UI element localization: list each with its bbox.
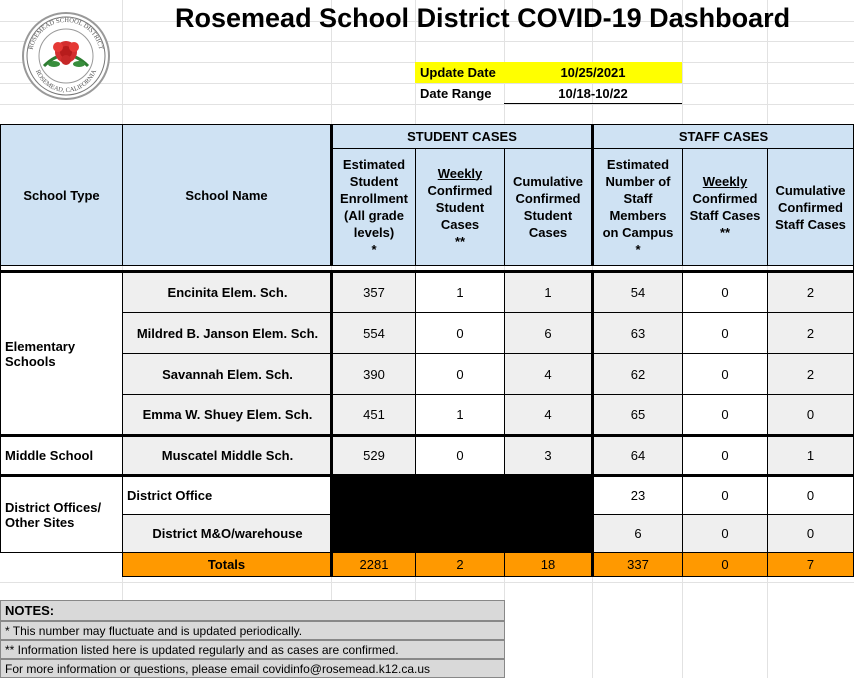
cell-staff-weekly: 0 <box>683 476 768 515</box>
cell-staff-count: 23 <box>593 476 683 515</box>
cell-staff-cumulative: 2 <box>768 354 854 395</box>
total-student-weekly: 2 <box>416 553 505 577</box>
school-name: Mildred B. Janson Elem. Sch. <box>123 313 332 354</box>
date-range-label: Date Range <box>420 86 492 101</box>
note-line-2: ** Information listed here is updated regularly and as cases are confirmed. <box>0 640 505 659</box>
table-row <box>1 313 854 354</box>
header-staff-count: Estimated Number of Staff Members on Campus * <box>593 149 683 266</box>
cell-student-cumulative: 1 <box>505 272 593 313</box>
cell-staff-cumulative: 0 <box>768 515 854 553</box>
cell-staff-weekly: 0 <box>683 313 768 354</box>
logo-text-top: ROSEMEAD SCHOOL DISTRICT <box>27 16 105 51</box>
redacted-student-cells <box>332 476 593 553</box>
table-row <box>1 395 854 436</box>
cell-staff-cumulative: 1 <box>768 436 854 476</box>
cell-staff-count: 63 <box>593 313 683 354</box>
covid-dashboard-table <box>0 124 854 577</box>
cell-enrollment: 451 <box>332 395 416 436</box>
cell-staff-cumulative: 2 <box>768 313 854 354</box>
logo-ring-text <box>24 14 108 98</box>
table-row <box>1 272 854 313</box>
note-line-1: * This number may fluctuate and is updated periodically. <box>0 621 505 640</box>
cell-staff-count: 6 <box>593 515 683 553</box>
cell-staff-weekly: 0 <box>683 395 768 436</box>
total-staff-weekly: 0 <box>683 553 768 577</box>
cell-enrollment: 390 <box>332 354 416 395</box>
cell-enrollment: 529 <box>332 436 416 476</box>
group-elementary: Elementary Schools <box>1 272 123 436</box>
table-row <box>1 354 854 395</box>
group-middle: Middle School <box>1 436 123 476</box>
cell-staff-count: 54 <box>593 272 683 313</box>
header-staff-weekly: Weekly Confirmed Staff Cases ** <box>683 149 768 266</box>
cell-student-cumulative: 3 <box>505 436 593 476</box>
header-student-enrollment: Estimated Student Enrollment (All grade levels) * <box>332 149 416 266</box>
table-row <box>1 476 854 515</box>
cell-student-weekly: 0 <box>416 313 505 354</box>
cell-staff-cumulative: 0 <box>768 476 854 515</box>
note-line-3: For more information or questions, please email covidinfo@rosemead.k12.ca.us <box>0 659 505 678</box>
svg-text:ROSEMEAD SCHOOL DISTRICT <box>28 17 105 50</box>
school-name: Muscatel Middle Sch. <box>123 436 332 476</box>
header-student-cases: STUDENT CASES <box>332 125 593 149</box>
cell-student-weekly: 1 <box>416 272 505 313</box>
logo-text-bottom: ROSEMEAD, CALIFORNIA <box>33 68 99 95</box>
school-name: Savannah Elem. Sch. <box>123 354 332 395</box>
cell-enrollment: 357 <box>332 272 416 313</box>
header-staff-cases: STAFF CASES <box>593 125 854 149</box>
totals-row <box>1 553 854 577</box>
header-student-weekly: Weekly Confirmed Student Cases ** <box>416 149 505 266</box>
school-name: Emma W. Shuey Elem. Sch. <box>123 395 332 436</box>
cell-student-weekly: 0 <box>416 436 505 476</box>
header-school-type: School Type <box>1 125 123 266</box>
school-name: District Office <box>123 476 332 515</box>
cell-staff-cumulative: 0 <box>768 395 854 436</box>
cell-student-cumulative: 6 <box>505 313 593 354</box>
school-name: Encinita Elem. Sch. <box>123 272 332 313</box>
totals-label: Totals <box>123 553 332 577</box>
cell-staff-cumulative: 2 <box>768 272 854 313</box>
total-enrollment: 2281 <box>332 553 416 577</box>
cell-staff-count: 62 <box>593 354 683 395</box>
cell-staff-weekly: 0 <box>683 436 768 476</box>
cell-student-weekly: 1 <box>416 395 505 436</box>
total-staff-count: 337 <box>593 553 683 577</box>
cell-staff-count: 65 <box>593 395 683 436</box>
date-range-value: 10/18-10/22 <box>504 83 682 104</box>
notes-heading: NOTES: <box>0 600 505 621</box>
cell-enrollment: 554 <box>332 313 416 354</box>
cell-staff-count: 64 <box>593 436 683 476</box>
svg-text:ROSEMEAD, CALIFORNIA <box>34 68 98 94</box>
school-name: District M&O/warehouse <box>123 515 332 553</box>
cell-staff-weekly: 0 <box>683 515 768 553</box>
group-district: District Offices/ Other Sites <box>1 476 123 553</box>
district-logo <box>22 12 110 100</box>
header-staff-cumulative: Cumulative Confirmed Staff Cases <box>768 149 854 266</box>
cell-staff-weekly: 0 <box>683 272 768 313</box>
table-row <box>1 436 854 476</box>
cell-student-cumulative: 4 <box>505 354 593 395</box>
update-date-label: Update Date <box>415 62 504 83</box>
cell-student-cumulative: 4 <box>505 395 593 436</box>
page-title: Rosemead School District COVID-19 Dashboard <box>175 3 791 33</box>
total-student-cumulative: 18 <box>505 553 593 577</box>
update-date-value: 10/25/2021 <box>504 62 682 83</box>
cell-student-weekly: 0 <box>416 354 505 395</box>
total-staff-cumulative: 7 <box>768 553 854 577</box>
cell-staff-weekly: 0 <box>683 354 768 395</box>
header-school-name: School Name <box>123 125 332 266</box>
header-student-cumulative: Cumulative Confirmed Student Cases <box>505 149 593 266</box>
